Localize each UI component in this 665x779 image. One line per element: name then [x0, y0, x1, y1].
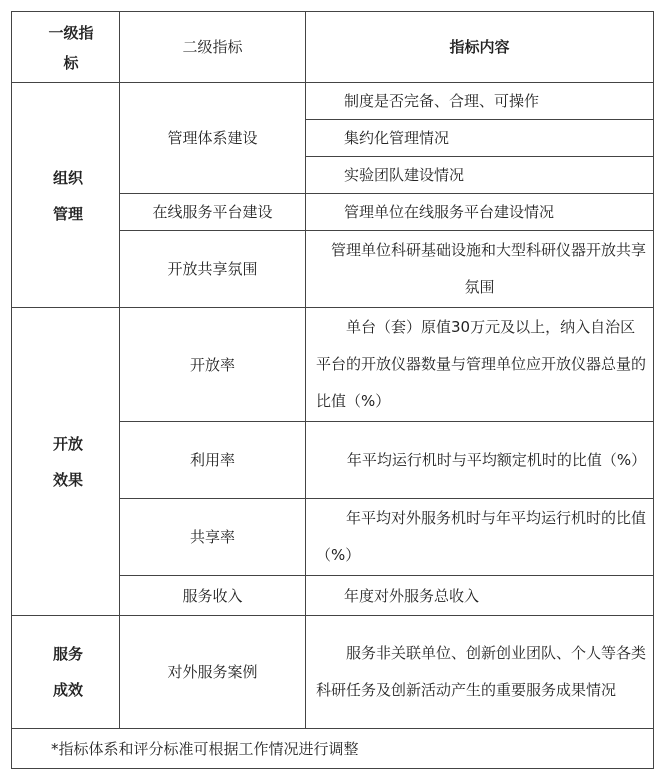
sub-indicator-text: 在线服务平台建设: [152, 203, 273, 221]
indicator-table: [11, 11, 654, 769]
sub-indicator: [120, 308, 305, 421]
content-item: [344, 120, 644, 156]
sub-indicator: [120, 194, 305, 230]
content-item: [306, 422, 653, 498]
content-item-text: 年度对外服务总收入: [344, 586, 480, 605]
sub-indicator: [120, 499, 305, 575]
content-item-text: 年平均运行机时与平均额定机时的比值（%）: [346, 450, 647, 469]
group-name-text: 服务成效: [53, 645, 84, 699]
content-item: [344, 576, 644, 615]
content-item-text: 年平均对外服务机时与年平均运行机时的比值（%）: [316, 509, 647, 564]
sub-indicator: [120, 422, 305, 498]
sub-indicator-text: 管理体系建设: [167, 129, 258, 147]
sub-indicator-text: 开放共享氛围: [167, 260, 258, 278]
sub-indicator-text: 开放率: [189, 355, 235, 374]
group-name-text: 开放效果: [53, 435, 84, 489]
content-item-text: 制度是否完备、合理、可操作: [344, 92, 540, 110]
footnote: [51, 729, 651, 768]
header-content: [306, 11, 653, 82]
content-item-text: 服务非关联单位、创新创业团队、个人等各类科研任务及创新活动产生的重要服务成果情况: [316, 644, 647, 699]
footnote-text: *指标体系和评分标准可根据工作情况进行调整: [51, 739, 359, 758]
content-item-text: 管理单位在线服务平台建设情况: [344, 203, 555, 221]
content-item: [306, 616, 653, 728]
content-item-text: 集约化管理情况: [344, 129, 450, 147]
content-item: [344, 194, 644, 230]
content-item: [344, 157, 644, 193]
content-item-text: 单台（套）原值30万元及以上，纳入自治区平台的开放仪器数量与管理单位应开放仪器总量的比值（%）: [316, 318, 647, 410]
header-content-text: 指标内容: [449, 37, 510, 56]
sub-indicator-text: 利用率: [189, 451, 235, 469]
header-level1-text: 一级指标: [48, 24, 94, 72]
sub-indicator: [120, 616, 305, 728]
group-name: [53, 635, 117, 709]
header-level2: [120, 11, 305, 82]
content-item-text: 实验团队建设情况: [344, 166, 465, 184]
table-border-left: [11, 11, 12, 769]
sub-indicator-text: 服务收入: [182, 586, 243, 605]
group-name: [53, 159, 117, 233]
content-item: [306, 231, 653, 307]
sub-indicator: [120, 83, 305, 193]
content-item: [306, 499, 653, 575]
group-name: [53, 425, 117, 499]
header-level2-text: 二级指标: [182, 37, 243, 56]
group-name-text: 组织管理: [53, 169, 84, 223]
sub-indicator: [120, 576, 305, 615]
table-border-right: [653, 11, 654, 769]
content-item-text: 管理单位科研基础设施和大型科研仪器开放共享氛围: [330, 241, 646, 296]
sub-indicator-text: 共享率: [189, 528, 235, 546]
header-level1: [41, 17, 101, 79]
content-item: [306, 308, 653, 421]
content-item: [344, 83, 644, 119]
table-border-bottom: [11, 768, 654, 769]
sub-indicator: [120, 231, 305, 307]
sub-indicator-text: 对外服务案例: [167, 663, 258, 681]
